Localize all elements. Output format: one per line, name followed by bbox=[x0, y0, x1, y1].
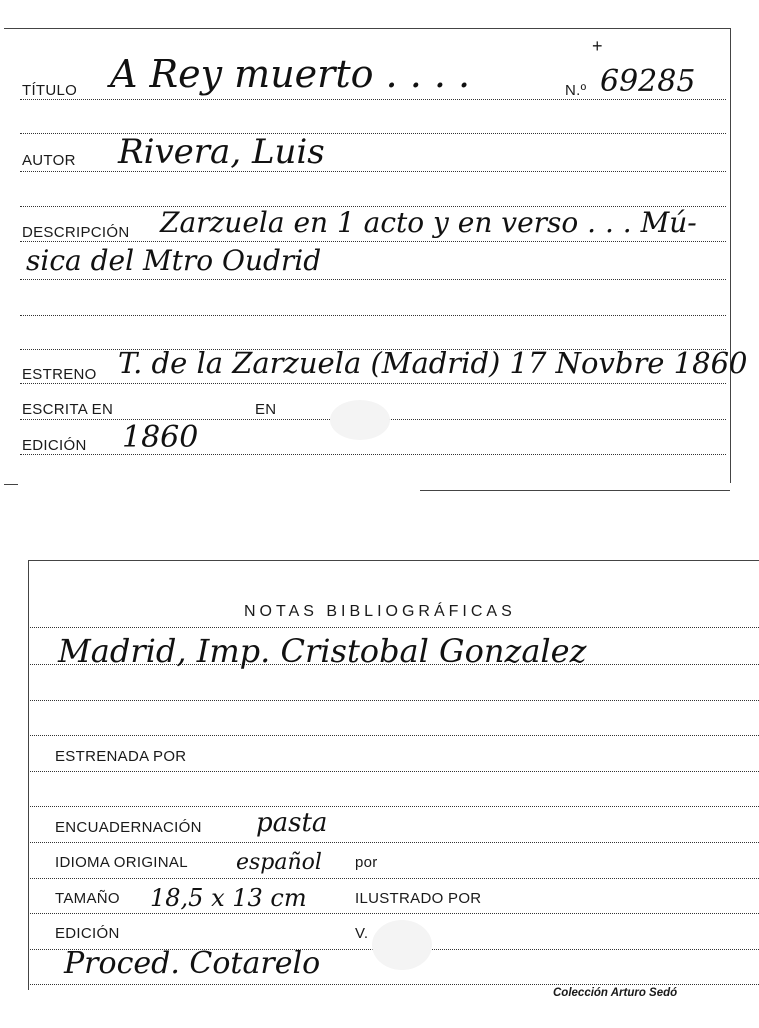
estreno-value: T. de la Zarzuela (Madrid) 17 Novbre 1860 bbox=[118, 346, 748, 380]
autor-value: Rivera, Luis bbox=[118, 132, 325, 172]
smudge bbox=[330, 400, 390, 440]
idioma-value: español bbox=[236, 850, 322, 875]
edicion-value: 1860 bbox=[122, 420, 199, 455]
idioma-label: IDIOMA ORIGINAL bbox=[55, 854, 188, 871]
descripcion-label: DESCRIPCIÓN bbox=[22, 224, 130, 241]
tamano-label: TAMAÑO bbox=[55, 890, 120, 907]
estreno-label: ESTRENO bbox=[22, 366, 97, 383]
tamano-value: 18,5 x 13 cm bbox=[150, 884, 307, 912]
titulo-label: TÍTULO bbox=[22, 82, 78, 99]
notas-heading: NOTAS BIBLIOGRÁFICAS bbox=[244, 603, 516, 620]
por-label: por bbox=[355, 854, 378, 871]
procedencia-value: Proced. Cotarelo bbox=[64, 946, 321, 981]
estrenada-por-label: ESTRENADA POR bbox=[55, 748, 187, 765]
autor-label: AUTOR bbox=[22, 152, 76, 169]
edicion2-label: EDICIÓN bbox=[55, 925, 120, 942]
plus-mark: + bbox=[592, 36, 603, 56]
edicion-label: EDICIÓN bbox=[22, 437, 87, 454]
descripcion-line1: Zarzuela en 1 acto y en verso . . . Mú- bbox=[160, 206, 697, 239]
v-label: V. bbox=[355, 925, 369, 942]
en-label: EN bbox=[255, 401, 277, 418]
encuadernacion-label: ENCUADERNACIÓN bbox=[55, 819, 202, 836]
ilustrado-por-label: ILUSTRADO POR bbox=[355, 890, 482, 907]
smudge bbox=[372, 920, 432, 970]
encuadernacion-value: pasta bbox=[256, 808, 328, 838]
descripcion-line2: sica del Mtro Oudrid bbox=[26, 244, 322, 277]
escrita-en-label: ESCRITA EN bbox=[22, 401, 114, 418]
titulo-value: A Rey muerto . . . . bbox=[110, 52, 471, 96]
number-label: N.º bbox=[565, 82, 587, 99]
catalog-number: 69285 bbox=[600, 64, 696, 99]
collection-credit: Colección Arturo Sedó bbox=[553, 987, 678, 999]
notas-value: Madrid, Imp. Cristobal Gonzalez bbox=[58, 632, 587, 670]
